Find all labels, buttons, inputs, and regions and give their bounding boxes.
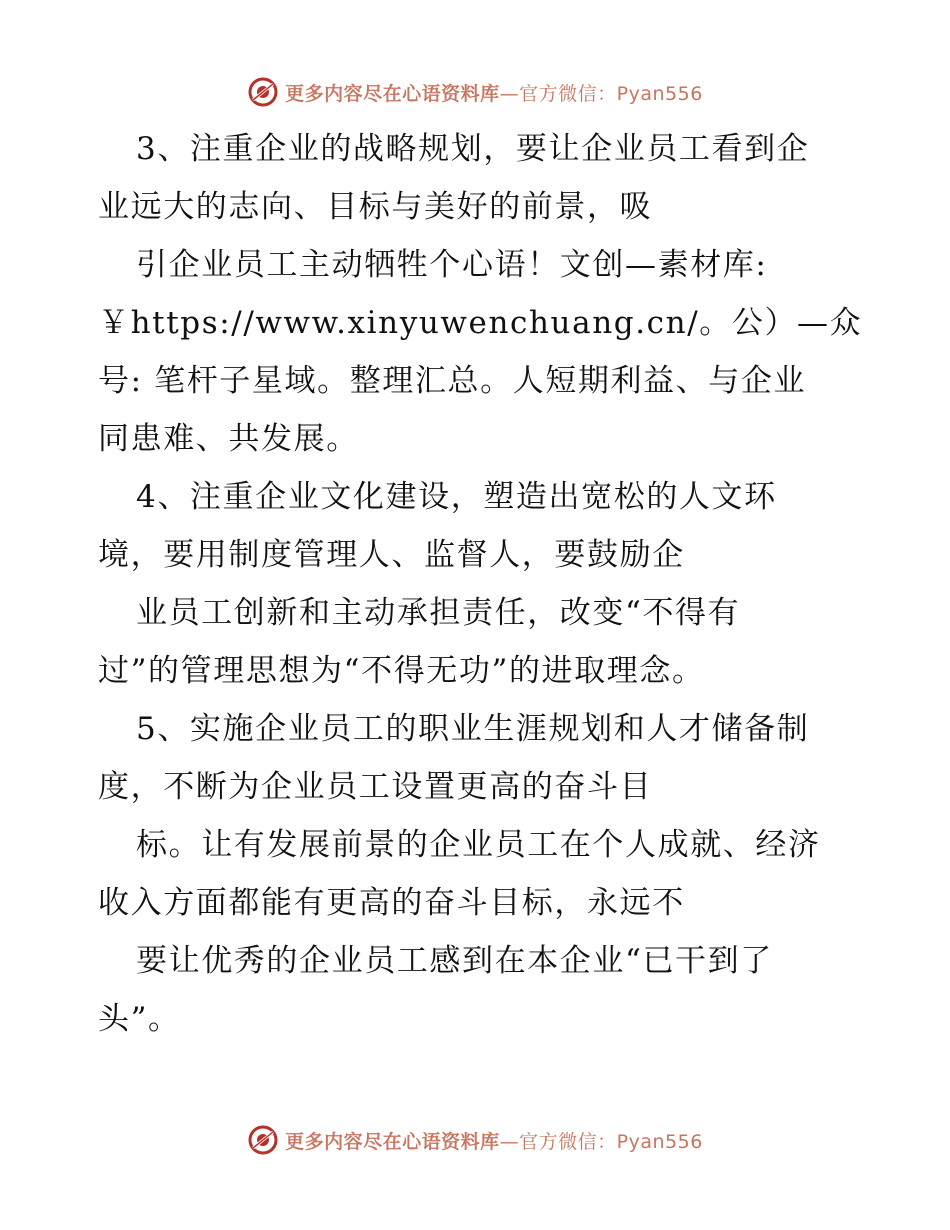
document-body: [98, 120, 863, 1048]
header-dash: —: [499, 82, 520, 105]
footer-dash: —: [499, 1130, 520, 1153]
header-banner-text: [285, 79, 703, 106]
text-line: 5、实施企业员工的职业生涯规划和人才储备制: [136, 711, 810, 747]
header-wechat-text: 官方微信：Pyan556: [519, 82, 703, 105]
header-banner-inner: [247, 76, 703, 108]
text-line: 头”。: [98, 1001, 181, 1037]
text-line: 引企业员工主动牺牲个心语！文创—素材库:: [136, 247, 768, 283]
footer-wechat-text: 官方微信：Pyan556: [519, 1130, 703, 1153]
text-line: 收入方面都能有更高的奋斗目标，永远不: [98, 885, 685, 921]
footer-banner-text: [285, 1127, 703, 1154]
text-line: ￥https://www.xinyuwenchuang.cn/。公）—众: [98, 305, 863, 341]
footer-banner-inner: [247, 1124, 703, 1156]
header-brand-text: 更多内容尽在心语资料库: [285, 82, 500, 105]
text-line: 4、注重企业文化建设，塑造出宽松的人文环: [136, 479, 777, 515]
xinyu-logo-icon: [247, 76, 279, 108]
text-line: 同患难、共发展。: [98, 421, 359, 457]
xinyu-logo-icon: [247, 1124, 279, 1156]
text-line: 标。让有发展前景的企业员工在个人成就、经济: [136, 827, 821, 863]
header-banner: [0, 72, 950, 112]
footer-brand-text: 更多内容尽在心语资料库: [285, 1130, 500, 1153]
text-line: 过”的管理思想为“不得无功”的进取理念。: [98, 653, 705, 689]
text-line: 业员工创新和主动承担责任，改变“不得有: [136, 595, 741, 631]
text-line: 度，不断为企业员工设置更高的奋斗目: [98, 769, 653, 805]
footer-banner: [0, 1120, 950, 1160]
text-line: 境，要用制度管理人、监督人，要鼓励企: [98, 537, 685, 573]
text-line: 号: 笔杆子星域。整理汇总。人短期利益、与企业: [98, 363, 807, 399]
text-line: 要让优秀的企业员工感到在本企业“已干到了: [136, 943, 773, 979]
text-line: 3、注重企业的战略规划，要让企业员工看到企: [136, 131, 810, 167]
text-line: 业远大的志向、目标与美好的前景，吸: [98, 189, 653, 225]
